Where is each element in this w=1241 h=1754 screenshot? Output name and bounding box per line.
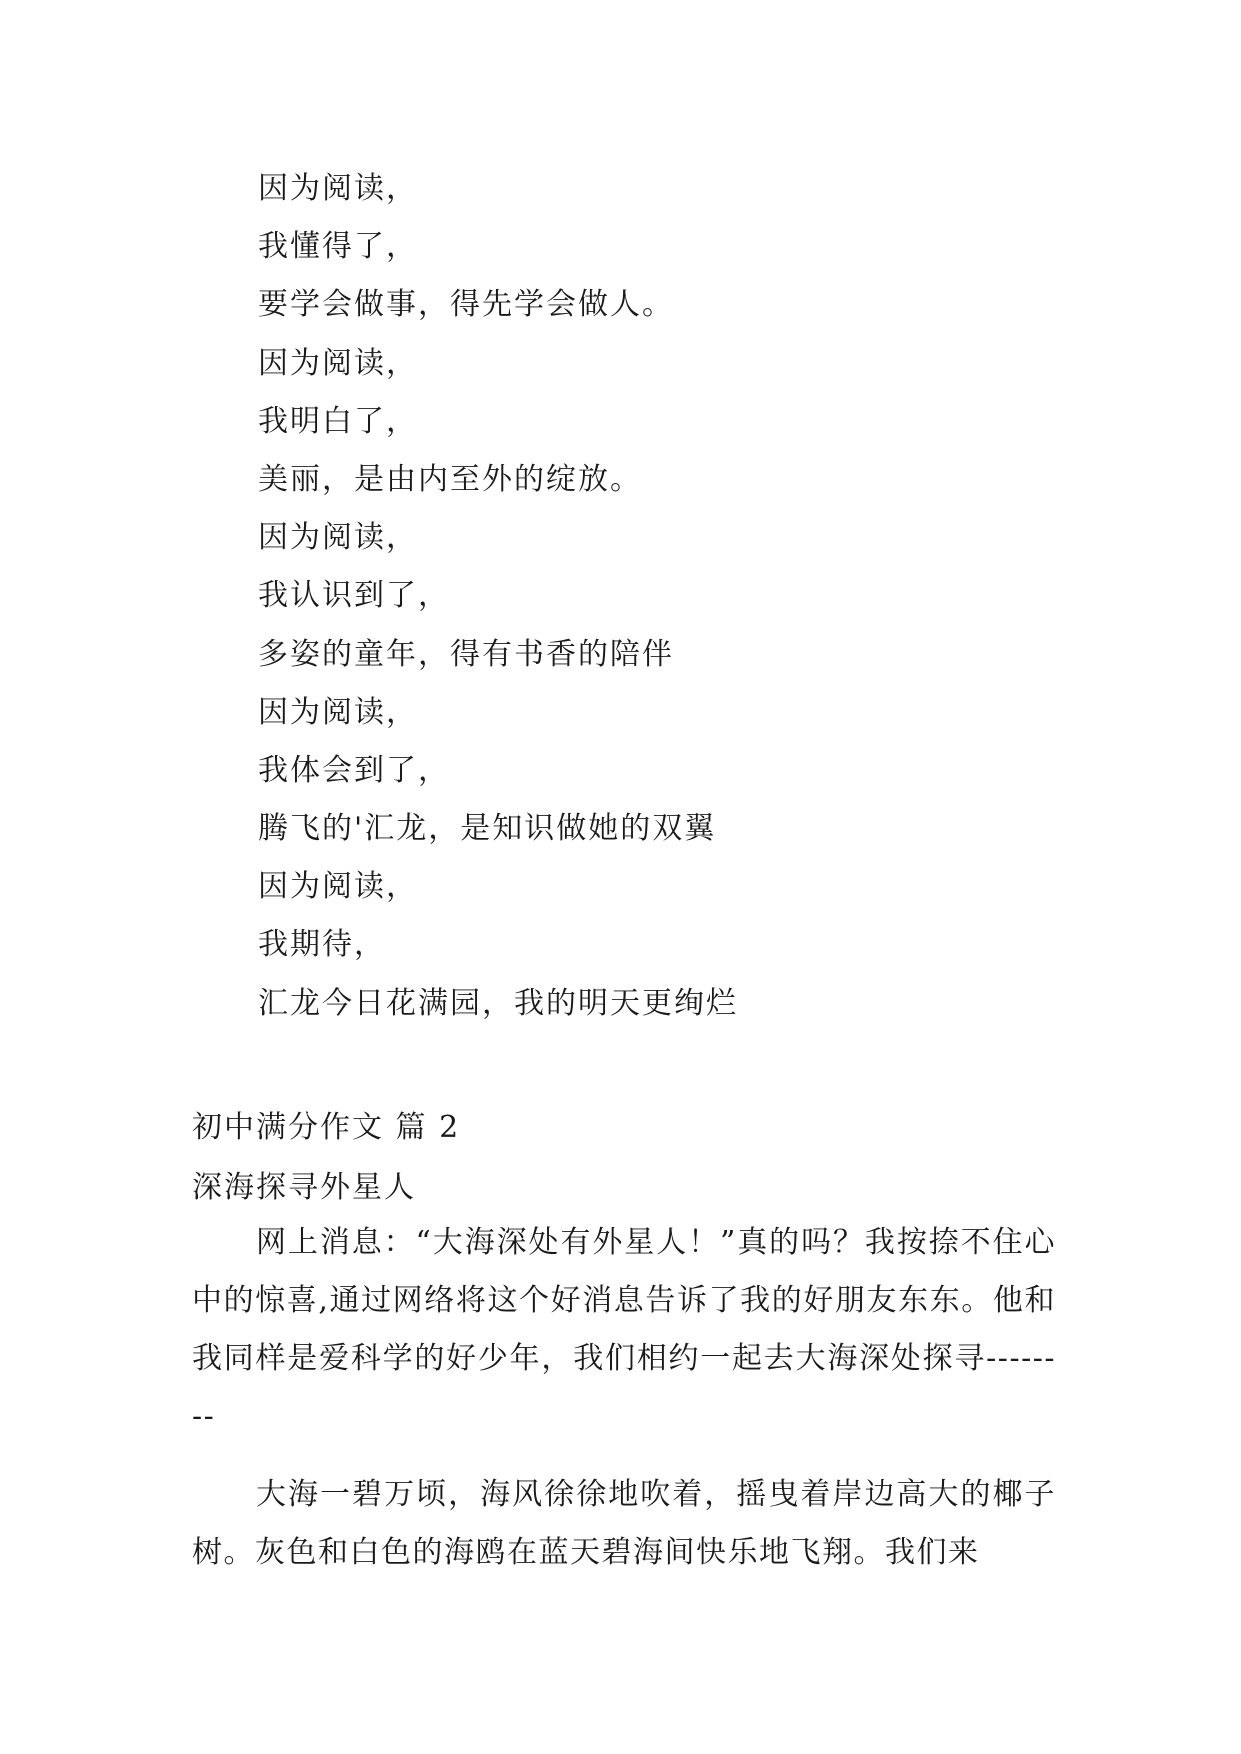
poem-line: 我认识到了， — [258, 578, 450, 614]
poem-line: 汇龙今日花满园，我的明天更绚烂 — [258, 985, 738, 1021]
poem-line: 因为阅读， — [258, 171, 418, 206]
poem-line: 我懂得了， — [258, 229, 418, 265]
poem-line: 我明白了， — [258, 403, 418, 439]
section-heading: 初中满分作文 篇 2 — [192, 1110, 461, 1145]
poem-line: 因为阅读， — [258, 869, 418, 905]
poem-line: 腾飞的'汇龙，是知识做她的双翼 — [258, 811, 717, 847]
poem-line: 因为阅读， — [258, 694, 418, 730]
poem-line: 因为阅读， — [258, 345, 418, 381]
essay-body — [192, 1214, 1056, 1602]
essay-header — [192, 1098, 1072, 1218]
poem-line: 要学会做事，得先学会做人。 — [258, 287, 674, 323]
poem-line: 我期待， — [258, 927, 386, 963]
poem-line: 美丽，是由内至外的绽放。 — [258, 461, 642, 497]
essay-title: 深海探寻外星人 — [192, 1170, 416, 1205]
paragraph: 网上消息：“大海深处有外星人！”真的吗？我按捺不住心中的惊喜,通过网络将这个好消息告诉了我的好朋友东东。他和我同样是爱科学的好少年，我们相约一起去大海深处探寻-------- — [192, 1225, 1056, 1434]
poem-line: 多姿的童年，得有书香的陪伴 — [258, 636, 674, 672]
poem-line: 因为阅读， — [258, 520, 418, 556]
poem — [258, 160, 1078, 1033]
paragraph: 大海一碧万顷，海风徐徐地吹着，摇曳着岸边高大的椰子树。灰色和白色的海鸥在蓝天碧海间快乐地飞翔。我们来 — [192, 1477, 1056, 1570]
poem-line: 我体会到了， — [258, 752, 450, 788]
